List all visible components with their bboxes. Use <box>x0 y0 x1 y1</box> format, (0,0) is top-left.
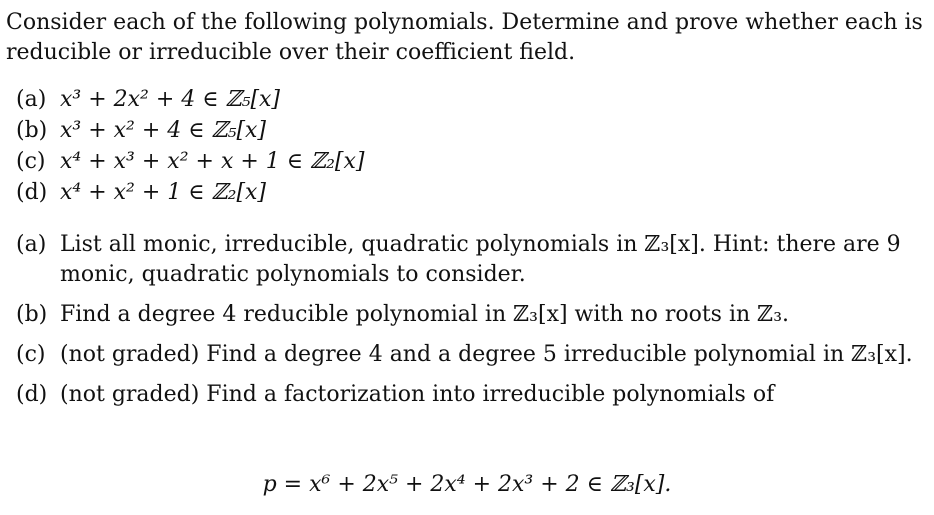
item-label: (d) <box>16 180 48 205</box>
item-label: (b) <box>16 118 48 143</box>
display-equation: p = x⁶ + 2x⁵ + 2x⁴ + 2x³ + 2 ∈ ℤ₃[x]. <box>262 472 672 497</box>
polynomial-expression: x³ + 2x² + 4 ∈ ℤ₅[x] <box>60 87 281 112</box>
list-item <box>6 380 926 410</box>
polynomial-expression: x⁴ + x² + 1 ∈ ℤ₂[x] <box>60 180 267 205</box>
task-list <box>6 230 926 410</box>
polynomial-list <box>6 84 926 208</box>
list-item <box>6 340 926 370</box>
item-label: (b) <box>16 302 48 327</box>
list-item <box>6 230 926 290</box>
list-item <box>6 115 926 146</box>
item-label: (a) <box>16 87 47 112</box>
polynomial-expression: x³ + x² + 4 ∈ ℤ₅[x] <box>60 118 267 143</box>
item-label: (a) <box>16 232 47 257</box>
polynomial-expression: x⁴ + x³ + x² + x + 1 ∈ ℤ₂[x] <box>60 149 365 174</box>
task-text: (not graded) Find a degree 4 and a degree 5 irreducible polynomial in ℤ₃[x]. <box>60 342 913 367</box>
list-item <box>6 177 926 208</box>
item-label: (c) <box>16 342 46 367</box>
intro-paragraph: Consider each of the following polynomials. Determine and prove whether each is reducible or irreducible over their coefficient field. <box>6 10 923 65</box>
list-item <box>6 84 926 115</box>
item-label: (d) <box>16 382 48 407</box>
list-item <box>6 300 926 330</box>
item-label: (c) <box>16 149 46 174</box>
list-item <box>6 146 926 177</box>
task-text: (not graded) Find a factorization into irreducible polynomials of <box>60 382 775 407</box>
problem-document <box>6 8 926 420</box>
task-text: Find a degree 4 reducible polynomial in ℤ₃[x] with no roots in ℤ₃. <box>60 302 790 327</box>
task-text: List all monic, irreducible, quadratic polynomials in ℤ₃[x]. Hint: there are 9 monic, quadratic polynomials to consider. <box>60 232 901 287</box>
